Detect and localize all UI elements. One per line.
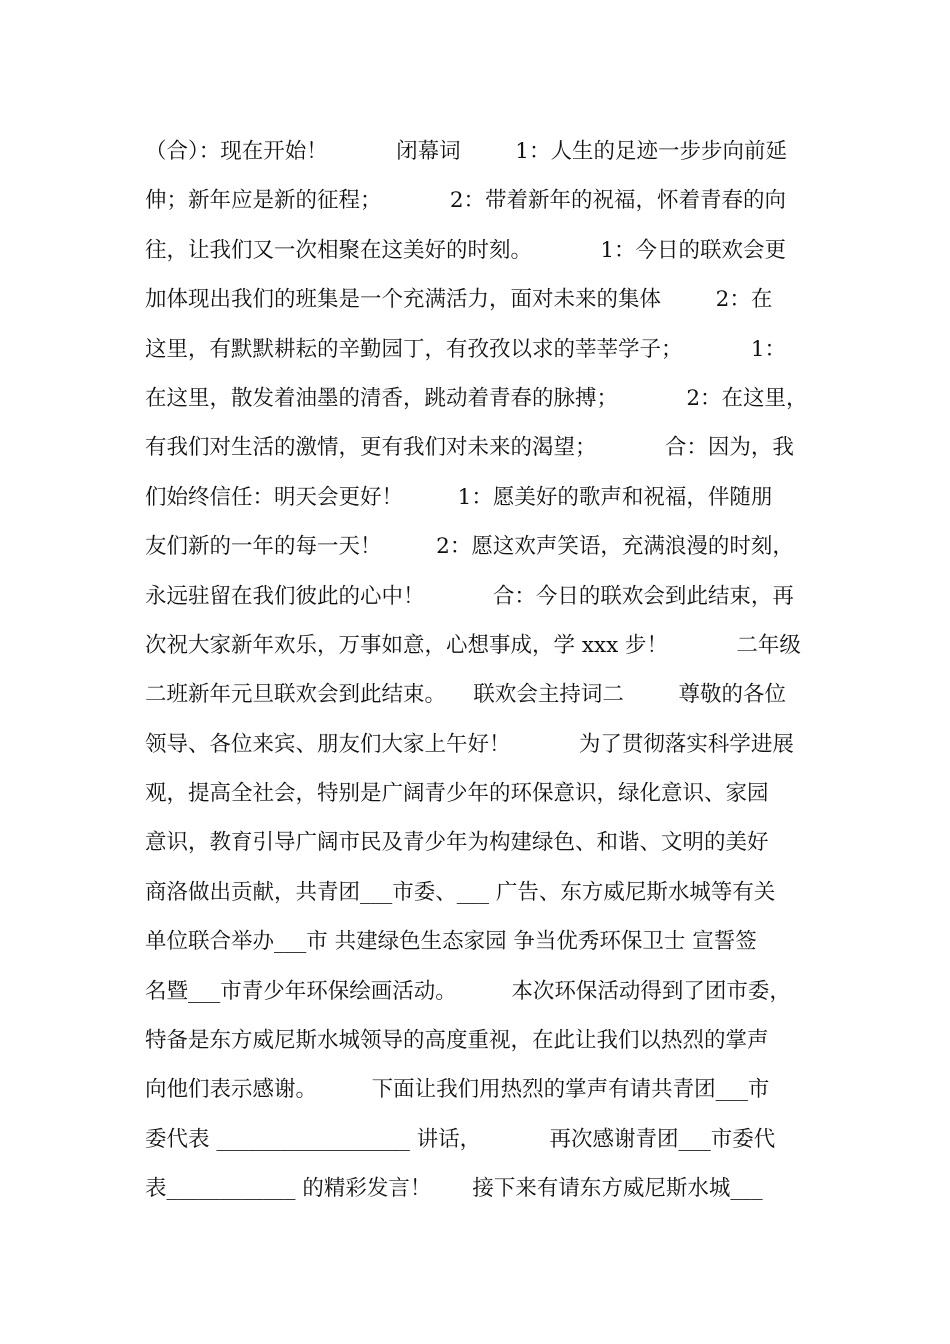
text-line: 特备是东方威尼斯水城领导的高度重视，在此让我们以热烈的掌声 [145, 1028, 769, 1054]
text-line: 委代表 __________________ 讲话， 再次感谢青团___市委代 [145, 1126, 776, 1152]
text-line: 商洛做出贡献，共青团___市委、___ 广告、东方威尼斯水城等有关 [145, 879, 776, 905]
text-line: （合）：现在开始！ 闭幕词 1：人生的足迹一步步向前延 [145, 139, 787, 164]
text-line: 在这里，散发着油墨的清香，跳动着青春的脉搏； 2：在这里， [145, 385, 808, 411]
text-line: 单位联合举办___市 共建绿色生态家园 争当优秀环保卫士 宣誓签 [145, 929, 757, 955]
text-line: 友们新的一年的每一天！ 2：愿这欢声笑语，充满浪漫的时刻， [145, 534, 794, 560]
text-line: 向他们表示感谢。 下面让我们用热烈的掌声有请共青团___市 [145, 1077, 770, 1103]
text-line: 观，提高全社会，特别是广阔青少年的环保意识，绿化意识、家园 [145, 781, 769, 807]
text-line: 表____________ 的精彩发言！ 接下来有请东方威尼斯水城___ [145, 1176, 763, 1202]
text-line: 们始终信任：明天会更好！ 1：愿美好的歌声和祝福，伴随朋 [145, 484, 773, 510]
document-body [145, 127, 825, 1214]
text-line: 加体现出我们的班集是一个充满活力，面对未来的集体 2：在 [145, 287, 773, 313]
text-line: 名暨___市青少年环保绘画活动。 本次环保活动得到了团市委， [145, 978, 791, 1004]
text-line: 永远驻留在我们彼此的心中！ 合：今日的联欢会到此结束，再 [145, 583, 794, 609]
text-line: 往，让我们又一次相聚在这美好的时刻。 1：今日的联欢会更 [145, 237, 787, 263]
text-line: 领导、各位来宾、朋友们大家上午好！ 为了贯彻落实科学进展 [145, 731, 794, 757]
text-line: 这里，有默默耕耘的辛勤园丁，有孜孜以求的莘莘学子； 1： [145, 336, 787, 362]
text-line: 伸；新年应是新的征程； 2：带着新年的祝福，怀着青春的向 [145, 188, 787, 214]
text-line: 次祝大家新年欢乐，万事如意，心想事成，学 xxx 步！ 二年级 [145, 632, 801, 658]
text-line: 二班新年元旦联欢会到此结束。 联欢会主持词二 尊敬的各位 [145, 682, 787, 708]
text-line: 有我们对生活的激情，更有我们对未来的渴望； 合：因为，我 [145, 435, 794, 461]
text-line: 意识，教育引导广阔市民及青少年为构建绿色、和谐、文明的美好 [145, 830, 769, 856]
